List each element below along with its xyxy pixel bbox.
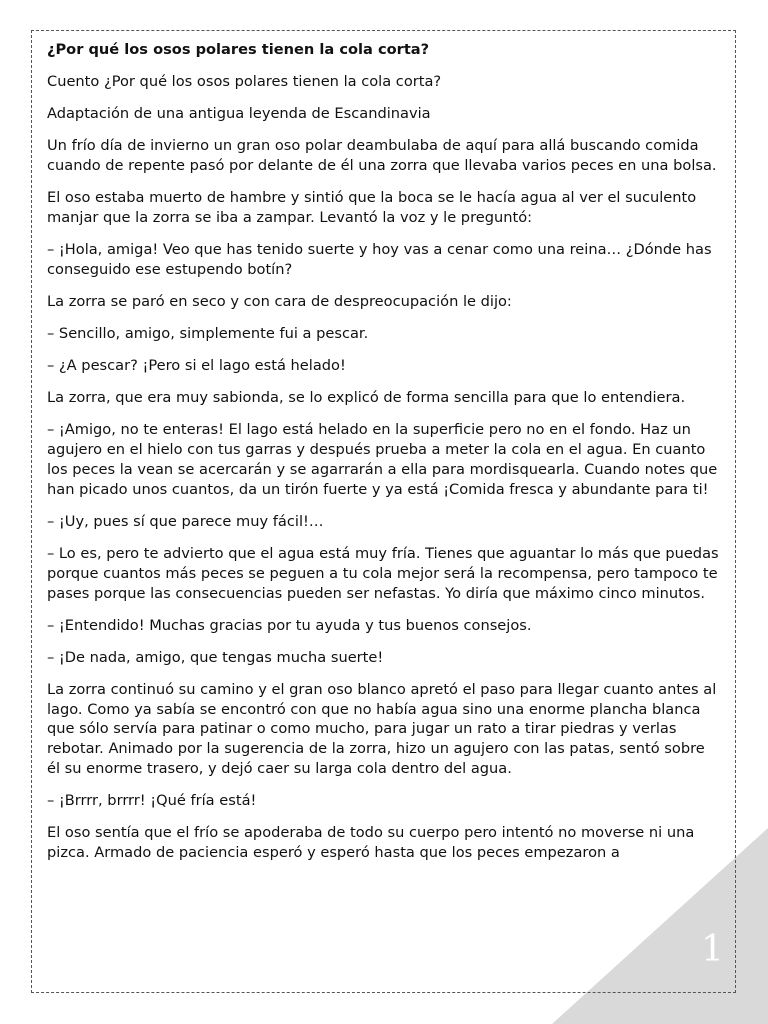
page-number: 1 [701,929,724,970]
paragraph: Cuento ¿Por qué los osos polares tienen la cola corta? [47,73,442,91]
paragraph: – ¡Uy, pues sí que parece muy fácil!… [47,512,324,530]
paragraph: – ¡De nada, amigo, que tengas mucha suerte! [47,648,384,666]
paragraph: – ¡Brrrr, brrrr! ¡Qué fría está! [47,792,257,810]
paragraph: – Sencillo, amigo, simplemente fui a pescar. [47,325,369,343]
paragraph: El oso sentía que el frío se apoderaba de todo su cuerpo pero intentó no moverse ni una pizca. Armado de paciencia esperó y esperó hasta que los peces empezaron a [47,824,695,861]
document-title: ¿Por qué los osos polares tienen la cola corta? [47,41,430,58]
paragraph: – ¡Entendido! Muchas gracias por tu ayuda y tus buenos consejos. [47,616,532,634]
paragraph: La zorra continuó su camino y el gran oso blanco apretó el paso para llegar cuanto antes al lago. Como ya sabía se encontró con que no había agua sino una enorme plancha blanca que sólo servía para patinar o como mucho, para jugar un rato a tirar piedras y verlas rebotar. Animado por la sugerencia de la zorra, hizo un agujero con las patas, sentó sobre él su enorme trasero, y dejó caer su larga cola dentro del agua. [47,680,717,777]
paragraph: – ¿A pescar? ¡Pero si el lago está helado! [47,357,346,375]
paragraph: Un frío día de invierno un gran oso polar deambulaba de aquí para allá buscando comida cuando de repente pasó por delante de él una zorra que llevaba varios peces en una bolsa. [47,137,717,175]
paragraph: El oso estaba muerto de hambre y sintió que la boca se le hacía agua al ver el suculento manjar que la zorra se iba a zampar. Levantó la voz y le preguntó: [47,189,697,226]
paragraph: Adaptación de una antigua leyenda de Escandinavia [47,105,431,123]
paragraph: – ¡Hola, amiga! Veo que has tenido suerte y hoy vas a cenar como una reina… ¿Dónde has conseguido ese estupendo botín? [47,241,712,278]
document-body [47,40,722,875]
paragraph: La zorra se paró en seco y con cara de despreocupación le dijo: [47,292,512,310]
paragraph: – Lo es, pero te advierto que el agua está muy fría. Tienes que aguantar lo más que puedas porque cuantos más peces se peguen a tu cola mejor será la recompensa, pero tampoco te pases porque las consecuencias pueden ser nefastas. Yo diría que máximo cinco minutos. [47,544,719,602]
paragraph: La zorra, que era muy sabionda, se lo explicó de forma sencilla para que lo entendiera. [47,389,686,407]
paragraph: – ¡Amigo, no te enteras! El lago está helado en la superficie pero no en el fondo. Haz un agujero en el hielo con tus garras y después prueba a meter la cola en el agua. En cuanto los peces la vean se acercarán y se agarrarán a ella para mordisquearla. Cuando notes que han picado unos cuantos, da un tirón fuerte y ya está ¡Comida fresca y abundante para ti! [47,421,718,498]
